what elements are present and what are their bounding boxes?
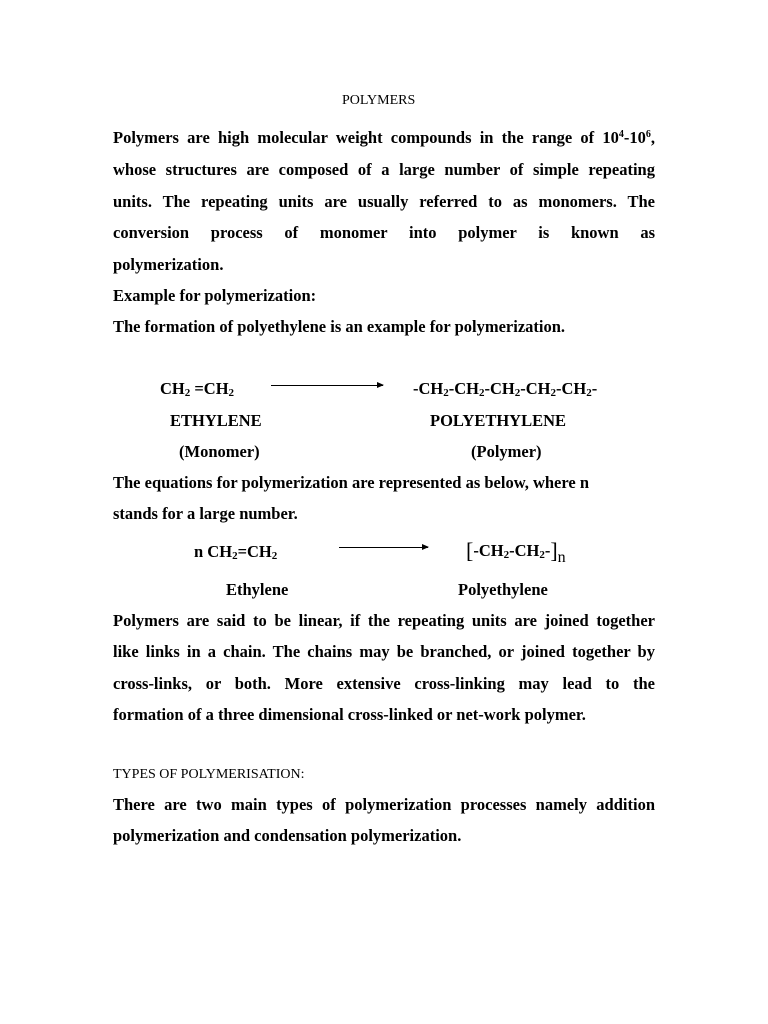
equation-line-2: stands for a large number. [113, 504, 298, 523]
page-title: POLYMERS [342, 93, 416, 108]
intro-line-1: Polymers are high molecular weight compounds in the range of $10^4-10^6$, [113, 128, 655, 147]
example-heading: Example for polymerization: [113, 286, 317, 305]
polyethylene-label: Polyethylene [458, 580, 548, 599]
types-line-2: polymerization and condensation polymerization. [113, 826, 462, 845]
example-text: The formation of polyethylene is an example for polymerization. [113, 317, 566, 336]
linear-line-4: formation of a three dimensional cross-linked or net-work polymer. [113, 705, 586, 724]
types-heading: TYPES OF POLYMERISATION: [113, 767, 305, 782]
intro-line-3: units. The repeating units are usually referred to as monomers. The [113, 192, 655, 211]
linear-line-2: like links in a chain. The chains may be branched, or joined together by [113, 642, 655, 661]
linear-line-3: cross-links, or both. More extensive cross-linking may lead to the [113, 674, 655, 693]
reaction-arrow-1 [271, 385, 383, 386]
polymer-name: POLYETHYLENE [430, 411, 567, 430]
polymer-formula: $-CH_2-CH_2-CH_2-CH_2-CH_2-$ [413, 379, 598, 399]
reaction-arrow-2 [339, 547, 428, 548]
monomer-name: ETHYLENE [170, 411, 262, 430]
equation-rhs: $[-CH_2-CH_2-]n$ [466, 538, 566, 566]
monomer-role: (Monomer) [179, 442, 260, 461]
intro-line-2: whose structures are composed of a large number of simple repeating [113, 160, 655, 179]
ethylene-label: Ethylene [226, 580, 289, 599]
polymer-role: (Polymer) [471, 442, 542, 461]
monomer-formula: $CH_2 =CH_2$ [160, 379, 235, 399]
linear-line-1: Polymers are said to be linear, if the repeating units are joined together [113, 611, 655, 630]
equation-line-1: The equations for polymerization are represented as below, where n [113, 473, 590, 492]
equation-lhs: n $CH_2=CH_2$ [194, 542, 278, 562]
intro-line-4: conversion process of monomer into polymer is known as [113, 223, 655, 242]
types-line-1: There are two main types of polymerization processes namely addition [113, 795, 655, 814]
intro-line-5: polymerization. [113, 255, 224, 274]
